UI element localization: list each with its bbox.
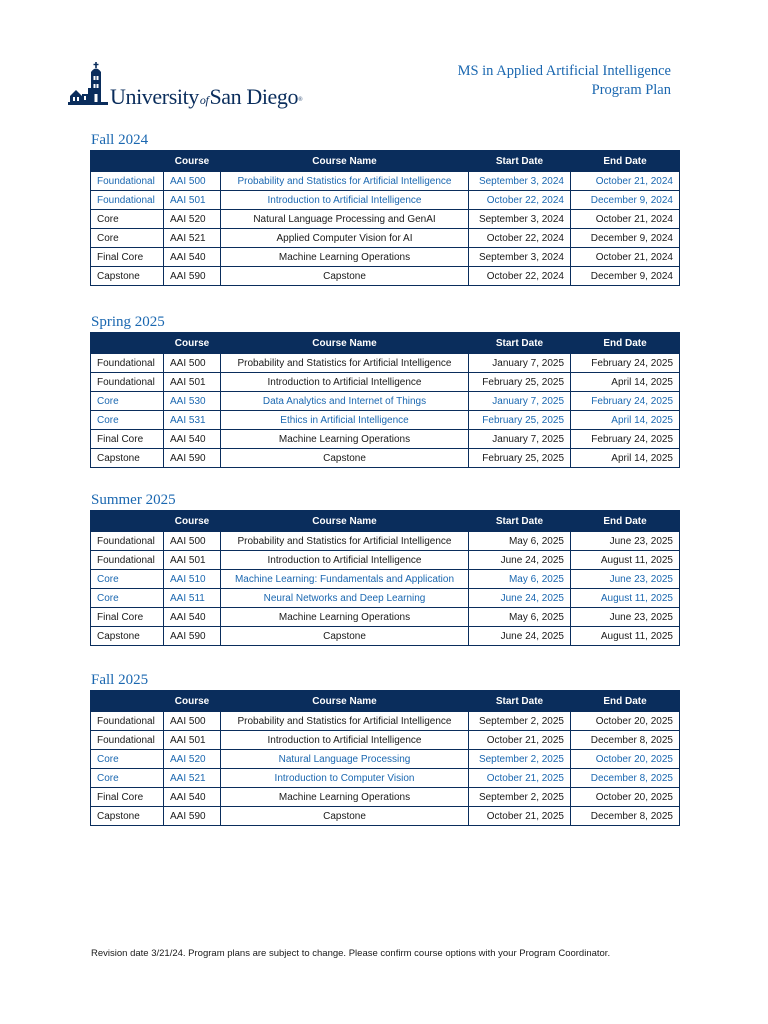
course-name-cell: Capstone xyxy=(221,267,469,286)
course-code-cell: AAI 531 xyxy=(164,411,221,430)
end-date-cell: February 24, 2025 xyxy=(571,430,680,449)
start-date-cell: October 22, 2024 xyxy=(469,191,571,210)
end-date-cell: August 11, 2025 xyxy=(571,589,680,608)
course-code-cell: AAI 500 xyxy=(164,712,221,731)
course-table xyxy=(90,332,680,468)
course-name-cell: Machine Learning Operations xyxy=(221,788,469,807)
start-date-cell: February 25, 2025 xyxy=(469,449,571,468)
start-date-cell: January 7, 2025 xyxy=(469,354,571,373)
course-name-cell: Machine Learning Operations xyxy=(221,608,469,627)
course-code-cell: AAI 540 xyxy=(164,430,221,449)
category-cell: Core xyxy=(91,769,164,788)
table-row xyxy=(91,788,680,807)
start-date-column-header: Start Date xyxy=(469,691,571,712)
start-date-cell: June 24, 2025 xyxy=(469,551,571,570)
course-name-cell: Natural Language Processing and GenAI xyxy=(221,210,469,229)
start-date-cell: October 21, 2025 xyxy=(469,807,571,826)
course-name-cell: Introduction to Artificial Intelligence xyxy=(221,373,469,392)
end-date-column-header: End Date xyxy=(571,333,680,354)
course-code-cell: AAI 500 xyxy=(164,354,221,373)
course-name-column-header: Course Name xyxy=(221,151,469,172)
end-date-cell: October 20, 2025 xyxy=(571,712,680,731)
course-code-cell: AAI 590 xyxy=(164,449,221,468)
course-name-cell: Natural Language Processing xyxy=(221,750,469,769)
table-row xyxy=(91,570,680,589)
mission-tower-icon xyxy=(68,62,108,108)
end-date-cell: December 8, 2025 xyxy=(571,807,680,826)
course-code-cell: AAI 501 xyxy=(164,373,221,392)
end-date-cell: October 20, 2025 xyxy=(571,788,680,807)
category-column-header xyxy=(91,511,164,532)
table-row xyxy=(91,373,680,392)
start-date-cell: May 6, 2025 xyxy=(469,608,571,627)
table-header-row xyxy=(91,691,680,712)
category-cell: Final Core xyxy=(91,430,164,449)
category-cell: Foundational xyxy=(91,354,164,373)
start-date-cell: January 7, 2025 xyxy=(469,392,571,411)
course-name-cell: Introduction to Artificial Intelligence xyxy=(221,551,469,570)
course-name-cell: Data Analytics and Internet of Things xyxy=(221,392,469,411)
end-date-cell: December 8, 2025 xyxy=(571,731,680,750)
course-column-header: Course xyxy=(164,511,221,532)
course-name-cell: Probability and Statistics for Artificial Intelligence xyxy=(221,532,469,551)
plan-label: Program Plan xyxy=(591,82,671,98)
term-heading: Fall 2025 xyxy=(91,672,149,688)
table-row xyxy=(91,229,680,248)
category-cell: Core xyxy=(91,750,164,769)
start-date-cell: June 24, 2025 xyxy=(469,627,571,646)
category-cell: Core xyxy=(91,392,164,411)
category-cell: Foundational xyxy=(91,172,164,191)
start-date-column-header: Start Date xyxy=(469,151,571,172)
course-code-cell: AAI 500 xyxy=(164,172,221,191)
category-column-header xyxy=(91,691,164,712)
course-name-cell: Introduction to Computer Vision xyxy=(221,769,469,788)
course-code-cell: AAI 500 xyxy=(164,532,221,551)
category-cell: Final Core xyxy=(91,248,164,267)
category-cell: Foundational xyxy=(91,731,164,750)
start-date-column-header: Start Date xyxy=(469,333,571,354)
course-code-cell: AAI 520 xyxy=(164,210,221,229)
course-name-cell: Introduction to Artificial Intelligence xyxy=(221,731,469,750)
course-name-cell: Capstone xyxy=(221,807,469,826)
course-code-cell: AAI 590 xyxy=(164,807,221,826)
start-date-cell: February 25, 2025 xyxy=(469,411,571,430)
course-name-column-header: Course Name xyxy=(221,691,469,712)
start-date-cell: January 7, 2025 xyxy=(469,430,571,449)
term-section xyxy=(90,313,679,468)
course-name-cell: Introduction to Artificial Intelligence xyxy=(221,191,469,210)
start-date-cell: September 2, 2025 xyxy=(469,750,571,769)
logo-wordmark: UniversityofSan Diego® xyxy=(110,84,303,109)
table-row xyxy=(91,449,680,468)
table-row xyxy=(91,248,680,267)
end-date-column-header: End Date xyxy=(571,691,680,712)
course-code-cell: AAI 540 xyxy=(164,788,221,807)
start-date-cell: September 3, 2024 xyxy=(469,248,571,267)
category-cell: Capstone xyxy=(91,267,164,286)
document-title xyxy=(458,62,671,100)
course-name-cell: Machine Learning: Fundamentals and Application xyxy=(221,570,469,589)
table-row xyxy=(91,807,680,826)
category-cell: Core xyxy=(91,210,164,229)
category-cell: Core xyxy=(91,570,164,589)
table-row xyxy=(91,267,680,286)
course-column-header: Course xyxy=(164,151,221,172)
term-section xyxy=(90,131,679,286)
term-heading: Fall 2024 xyxy=(91,132,149,148)
table-row xyxy=(91,589,680,608)
table-row xyxy=(91,627,680,646)
table-row xyxy=(91,191,680,210)
course-code-cell: AAI 511 xyxy=(164,589,221,608)
course-code-cell: AAI 540 xyxy=(164,608,221,627)
term-section xyxy=(90,491,679,646)
category-cell: Core xyxy=(91,411,164,430)
course-column-header: Course xyxy=(164,333,221,354)
table-row xyxy=(91,210,680,229)
course-code-cell: AAI 590 xyxy=(164,267,221,286)
category-cell: Foundational xyxy=(91,373,164,392)
end-date-cell: December 9, 2024 xyxy=(571,267,680,286)
course-name-cell: Neural Networks and Deep Learning xyxy=(221,589,469,608)
end-date-cell: August 11, 2025 xyxy=(571,627,680,646)
category-cell: Foundational xyxy=(91,551,164,570)
table-row xyxy=(91,608,680,627)
course-code-cell: AAI 501 xyxy=(164,551,221,570)
start-date-cell: May 6, 2025 xyxy=(469,570,571,589)
end-date-column-header: End Date xyxy=(571,511,680,532)
course-code-cell: AAI 501 xyxy=(164,191,221,210)
table-row xyxy=(91,551,680,570)
start-date-cell: October 21, 2025 xyxy=(469,769,571,788)
course-name-cell: Probability and Statistics for Artificial Intelligence xyxy=(221,354,469,373)
course-name-cell: Probability and Statistics for Artificial Intelligence xyxy=(221,712,469,731)
category-cell: Foundational xyxy=(91,191,164,210)
category-cell: Final Core xyxy=(91,608,164,627)
table-header-row xyxy=(91,151,680,172)
course-name-column-header: Course Name xyxy=(221,511,469,532)
start-date-cell: September 3, 2024 xyxy=(469,172,571,191)
table-row xyxy=(91,731,680,750)
end-date-cell: February 24, 2025 xyxy=(571,392,680,411)
course-name-cell: Ethics in Artificial Intelligence xyxy=(221,411,469,430)
course-name-cell: Machine Learning Operations xyxy=(221,248,469,267)
start-date-cell: September 3, 2024 xyxy=(469,210,571,229)
start-date-cell: June 24, 2025 xyxy=(469,589,571,608)
start-date-cell: September 2, 2025 xyxy=(469,788,571,807)
category-cell: Capstone xyxy=(91,807,164,826)
end-date-cell: October 21, 2024 xyxy=(571,172,680,191)
table-header-row xyxy=(91,333,680,354)
course-name-cell: Machine Learning Operations xyxy=(221,430,469,449)
category-cell: Final Core xyxy=(91,788,164,807)
category-cell: Foundational xyxy=(91,532,164,551)
end-date-cell: June 23, 2025 xyxy=(571,532,680,551)
course-table xyxy=(90,690,680,826)
course-code-cell: AAI 520 xyxy=(164,750,221,769)
end-date-cell: June 23, 2025 xyxy=(571,608,680,627)
start-date-cell: May 6, 2025 xyxy=(469,532,571,551)
end-date-cell: October 21, 2024 xyxy=(571,248,680,267)
program-name: MS in Applied Artificial Intelligence xyxy=(457,63,671,79)
end-date-column-header: End Date xyxy=(571,151,680,172)
category-column-header xyxy=(91,333,164,354)
table-row xyxy=(91,430,680,449)
end-date-cell: December 9, 2024 xyxy=(571,229,680,248)
course-table xyxy=(90,510,680,646)
course-name-column-header: Course Name xyxy=(221,333,469,354)
course-code-cell: AAI 501 xyxy=(164,731,221,750)
end-date-cell: October 21, 2024 xyxy=(571,210,680,229)
course-name-cell: Capstone xyxy=(221,627,469,646)
end-date-cell: December 9, 2024 xyxy=(571,191,680,210)
course-code-cell: AAI 590 xyxy=(164,627,221,646)
table-row xyxy=(91,172,680,191)
end-date-cell: April 14, 2025 xyxy=(571,373,680,392)
term-heading: Summer 2025 xyxy=(91,492,176,508)
course-code-cell: AAI 521 xyxy=(164,769,221,788)
category-cell: Core xyxy=(91,229,164,248)
table-row xyxy=(91,769,680,788)
course-name-cell: Capstone xyxy=(221,449,469,468)
course-code-cell: AAI 540 xyxy=(164,248,221,267)
table-row xyxy=(91,392,680,411)
start-date-cell: October 21, 2025 xyxy=(469,731,571,750)
end-date-cell: February 24, 2025 xyxy=(571,354,680,373)
table-row xyxy=(91,532,680,551)
course-name-cell: Applied Computer Vision for AI xyxy=(221,229,469,248)
table-row xyxy=(91,712,680,731)
category-cell: Foundational xyxy=(91,712,164,731)
end-date-cell: August 11, 2025 xyxy=(571,551,680,570)
revision-note: Revision date 3/21/24. Program plans are subject to change. Please confirm course options with your Program Coordinator. xyxy=(91,948,611,959)
start-date-cell: February 25, 2025 xyxy=(469,373,571,392)
start-date-cell: September 2, 2025 xyxy=(469,712,571,731)
course-code-cell: AAI 521 xyxy=(164,229,221,248)
course-column-header: Course xyxy=(164,691,221,712)
course-table xyxy=(90,150,680,286)
start-date-cell: October 22, 2024 xyxy=(469,267,571,286)
table-row xyxy=(91,354,680,373)
term-heading: Spring 2025 xyxy=(91,314,165,330)
end-date-cell: June 23, 2025 xyxy=(571,570,680,589)
end-date-cell: December 8, 2025 xyxy=(571,769,680,788)
course-code-cell: AAI 510 xyxy=(164,570,221,589)
category-cell: Capstone xyxy=(91,627,164,646)
category-cell: Capstone xyxy=(91,449,164,468)
start-date-column-header: Start Date xyxy=(469,511,571,532)
end-date-cell: October 20, 2025 xyxy=(571,750,680,769)
category-column-header xyxy=(91,151,164,172)
start-date-cell: October 22, 2024 xyxy=(469,229,571,248)
course-code-cell: AAI 530 xyxy=(164,392,221,411)
table-header-row xyxy=(91,511,680,532)
term-section xyxy=(90,671,679,826)
category-cell: Core xyxy=(91,589,164,608)
table-row xyxy=(91,750,680,769)
university-logo xyxy=(68,62,303,112)
end-date-cell: April 14, 2025 xyxy=(571,411,680,430)
end-date-cell: April 14, 2025 xyxy=(571,449,680,468)
table-row xyxy=(91,411,680,430)
course-name-cell: Probability and Statistics for Artificial Intelligence xyxy=(221,172,469,191)
